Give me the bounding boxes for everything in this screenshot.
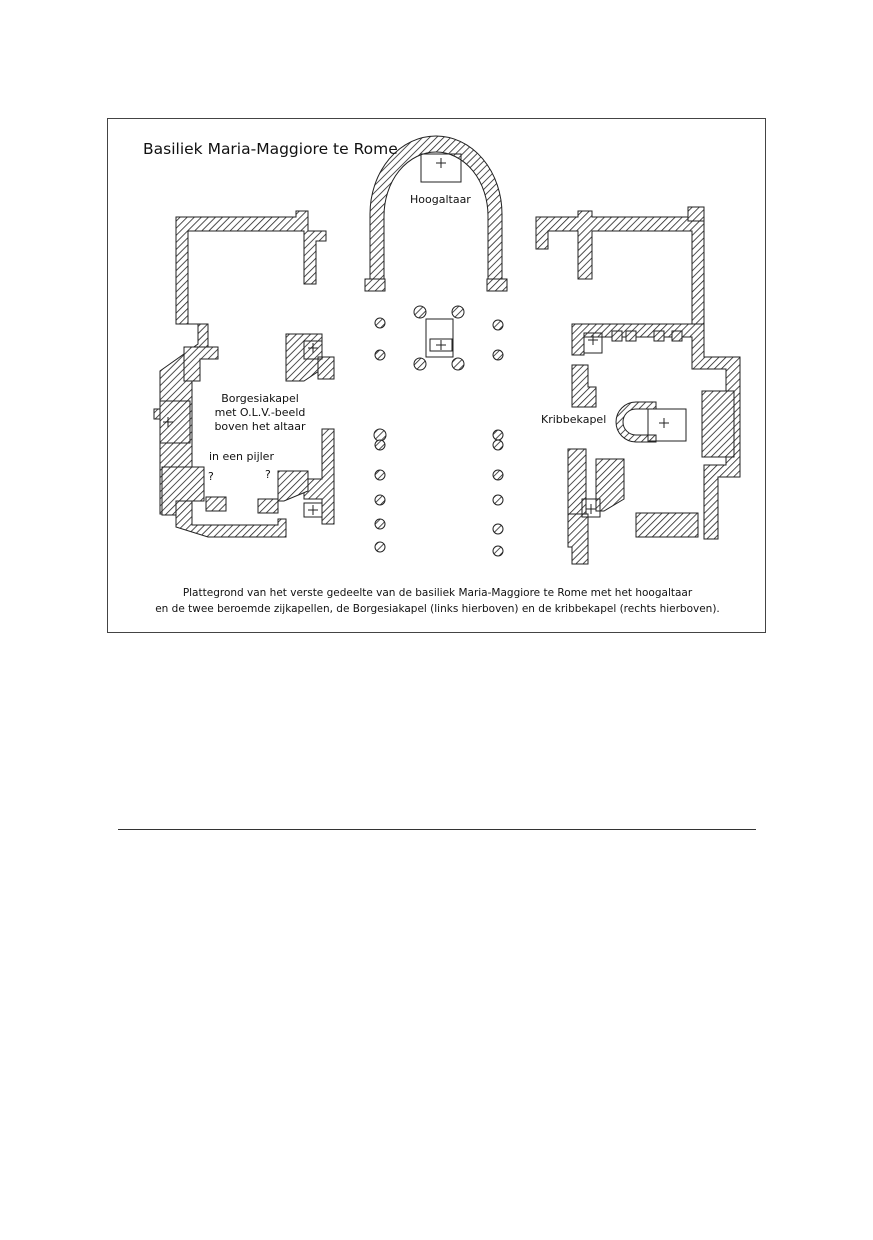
kribbe-altar-frame [702, 391, 734, 457]
figure-title: Basiliek Maria-Maggiore te Rome [143, 140, 398, 158]
kribbe-small-pier-1 [612, 331, 622, 341]
kribbe-pier-bottom-right [636, 513, 698, 537]
kribbe-pier-bottom-left [568, 449, 586, 519]
floor-plan-figure [107, 118, 766, 633]
nave-columns [374, 318, 503, 556]
kribbe-small-pier-3 [654, 331, 664, 341]
figure-caption [108, 585, 767, 617]
borgesia-chapel-label [204, 392, 316, 434]
caption-line: en de twee beroemde zijkapellen, de Borgesiakapel (links hierboven) en de kribbekapel (rechts hierboven). [155, 603, 720, 615]
kribbe-pier-left [572, 365, 596, 407]
borgesia-small-pier-2 [258, 499, 278, 513]
kribbe-small-apse [616, 402, 656, 442]
kribbe-small-pier-4 [672, 331, 682, 341]
kribbe-lower-left-wall [568, 514, 588, 564]
borgesia-label-line: Borgesiakapel [221, 392, 299, 405]
baldachin-columns [414, 306, 464, 370]
left-upper-wall [176, 211, 326, 324]
borgesia-label-line: met O.L.V.-beeld [214, 406, 306, 419]
pillar-label: in een pijler [209, 450, 274, 463]
kribbe-small-pier-2 [626, 331, 636, 341]
question-mark-right: ? [265, 468, 271, 481]
borgesia-pier-right-mid [318, 357, 334, 379]
apse-pier-left [365, 279, 385, 291]
question-mark-left: ? [208, 470, 214, 483]
caption-line: Plattegrond van het verste gedeelte van de basiliek Maria-Maggiore te Rome met het hoogaltaar [182, 587, 693, 599]
borgesia-small-pier [206, 497, 226, 511]
right-upper-pier [688, 207, 704, 221]
borgesia-label-line: boven het altaar [214, 420, 306, 433]
apse-pier-right [487, 279, 507, 291]
right-upper-wall [536, 211, 704, 329]
borgesia-inner-pier-top [184, 347, 218, 381]
high-altar-label: Hoogaltaar [410, 193, 471, 206]
horizontal-rule [118, 829, 756, 830]
crib-chapel-label: Kribbekapel [541, 413, 607, 426]
